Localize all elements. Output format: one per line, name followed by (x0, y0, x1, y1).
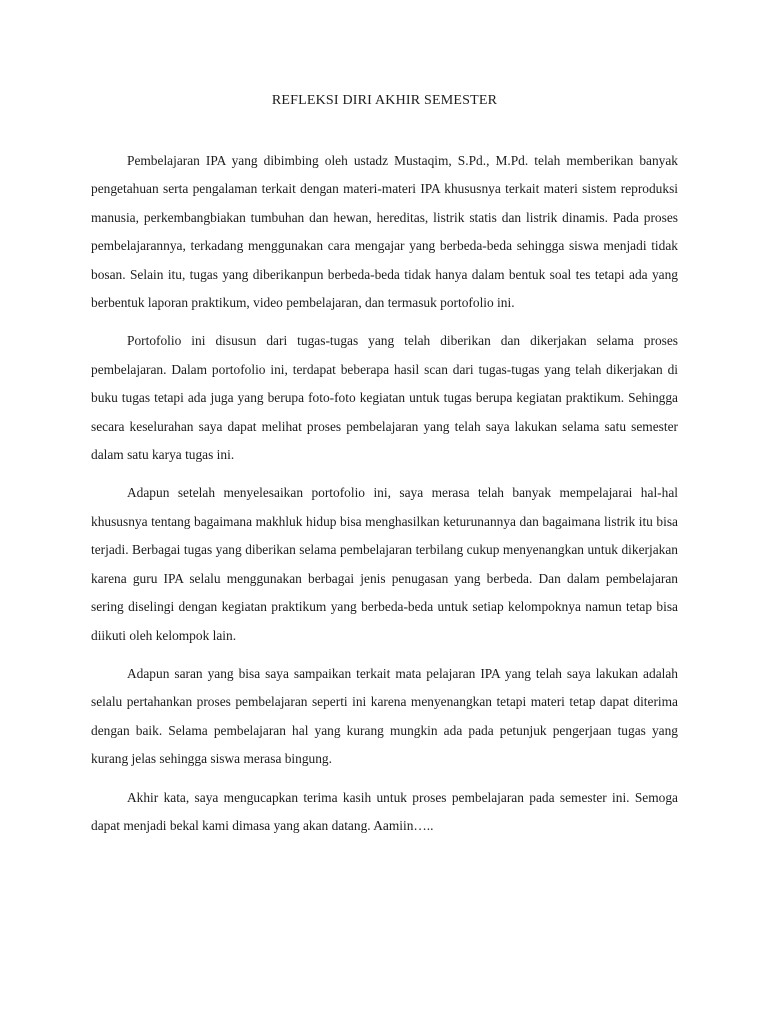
paragraph-1: Pembelajaran IPA yang dibimbing oleh ustadz Mustaqim, S.Pd., M.Pd. telah memberikan banyak pengetahuan serta pengalaman terkait dengan materi-materi IPA khususnya terkait materi sistem reproduksi manusia, perkembangbiakan tumbuhan dan hewan, hereditas, listrik statis dan listrik dinamis. Pada proses pembelajarannya, terkadang menggunakan cara mengajar yang berbeda-beda sehingga siswa menjadi tidak bosan. Selain itu, tugas yang diberikanpun berbeda-beda tidak hanya dalam bentuk soal tes tetapi ada yang berbentuk laporan praktikum, video pembelajaran, dan termasuk portofolio ini. (91, 153, 678, 311)
document-body (91, 147, 678, 850)
paragraph-5: Akhir kata, saya mengucapkan terima kasih untuk proses pembelajaran pada semester ini. Semoga dapat menjadi bekal kami dimasa yang akan datang. Aamiin….. (91, 789, 678, 833)
paragraph-2: Portofolio ini disusun dari tugas-tugas yang telah diberikan dan dikerjakan selama proses pembelajaran. Dalam portofolio ini, terdapat beberapa hasil scan dari tugas-tugas yang telah dikerjakan di buku tugas tetapi ada juga yang berupa foto-foto kegiatan untuk tugas berupa kegiatan praktikum. Sehingga secara keselurahan saya dapat melihat proses pembelajaran yang telah saya lakukan selama satu semester dalam satu karya tugas ini. (91, 333, 678, 463)
document-title: REFLEKSI DIRI AKHIR SEMESTER (271, 93, 498, 108)
paragraph-3: Adapun setelah menyelesaikan portofolio ini, saya merasa telah banyak mempelajarai hal-hal khususnya tentang bagaimana makhluk hidup bisa menghasilkan keturunannya dan bagaimana listrik itu bisa terjadi. Berbagai tugas yang diberikan selama pembelajaran terbilang cukup menyenangkan untuk dikerjakan karena guru IPA selalu menggunakan berbagai jenis penugasan yang berbeda. Dan dalam pembelajaran sering diselingi dengan kegiatan praktikum yang berbeda-beda untuk setiap kelompoknya namun tetap bisa diikuti oleh kelompok lain. (91, 485, 678, 643)
paragraph-4: Adapun saran yang bisa saya sampaikan terkait mata pelajaran IPA yang telah saya lakukan adalah selalu pertahankan proses pembelajaran seperti ini karena menyenangkan tetapi materi tetap dapat diterima dengan baik. Selama pembelajaran hal yang kurang mungkin ada pada petunjuk pengerjaan tugas yang kurang jelas sehingga siswa merasa bingung. (91, 665, 678, 767)
document-page (91, 0, 678, 1024)
